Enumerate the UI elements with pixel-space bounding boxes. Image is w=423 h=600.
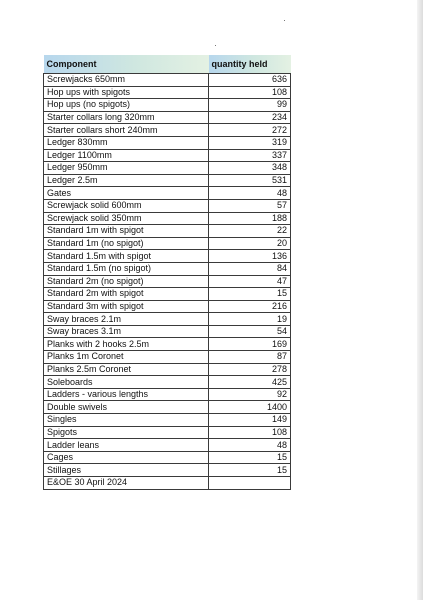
quantity-cell: 149 [209, 414, 291, 427]
component-cell: Sway braces 2.1m [44, 313, 209, 326]
table-header [44, 55, 291, 74]
component-cell: Ledger 2.5m [44, 174, 209, 187]
component-cell: Starter collars short 240mm [44, 124, 209, 137]
component-cell: Soleboards [44, 376, 209, 389]
component-cell: Sway braces 3.1m [44, 325, 209, 338]
quantity-cell: 22 [209, 225, 291, 238]
quantity-cell: 15 [209, 288, 291, 301]
quantity-cell: 108 [209, 426, 291, 439]
component-cell: Screwjacks 650mm [44, 74, 209, 87]
footer-row [44, 477, 291, 490]
table-row [44, 300, 291, 313]
component-cell: Starter collars long 320mm [44, 111, 209, 124]
table-row [44, 174, 291, 187]
table-row [44, 363, 291, 376]
component-cell: Standard 2m (no spigot) [44, 275, 209, 288]
quantity-cell: 20 [209, 237, 291, 250]
component-cell: Standard 3m with spigot [44, 300, 209, 313]
table-row [44, 451, 291, 464]
table-row [44, 426, 291, 439]
component-cell: Hop ups (no spigots) [44, 99, 209, 112]
quantity-cell: 278 [209, 363, 291, 376]
quantity-cell: 636 [209, 74, 291, 87]
table-row [44, 74, 291, 87]
table-row [44, 199, 291, 212]
quantity-cell: 337 [209, 149, 291, 162]
quantity-cell: 99 [209, 99, 291, 112]
quantity-cell: 188 [209, 212, 291, 225]
component-cell: Singles [44, 414, 209, 427]
header-quantity: quantity held [209, 55, 291, 74]
component-cell: Standard 1.5m with spigot [44, 250, 209, 263]
footer-note: E&OE 30 April 2024 [44, 477, 209, 490]
component-cell: Planks 1m Coronet [44, 351, 209, 364]
quantity-cell: 15 [209, 451, 291, 464]
page-edge-shadow [417, 0, 423, 600]
quantity-cell: 57 [209, 199, 291, 212]
header-row [44, 55, 291, 74]
quantity-cell: 425 [209, 376, 291, 389]
quantity-cell: 48 [209, 439, 291, 452]
table-row [44, 86, 291, 99]
scan-speck [284, 20, 285, 21]
component-cell: Cages [44, 451, 209, 464]
table-row [44, 439, 291, 452]
table-row [44, 376, 291, 389]
component-cell: Planks with 2 hooks 2.5m [44, 338, 209, 351]
component-cell: Ledger 950mm [44, 162, 209, 175]
table-row [44, 401, 291, 414]
component-cell: Standard 1m with spigot [44, 225, 209, 238]
component-cell: Screwjack solid 350mm [44, 212, 209, 225]
table-row [44, 388, 291, 401]
quantity-cell: 1400 [209, 401, 291, 414]
component-cell: Ledger 830mm [44, 136, 209, 149]
table-row [44, 262, 291, 275]
quantity-cell: 15 [209, 464, 291, 477]
table-row [44, 338, 291, 351]
quantity-cell: 169 [209, 338, 291, 351]
quantity-cell: 84 [209, 262, 291, 275]
quantity-cell: 92 [209, 388, 291, 401]
header-component: Component [44, 55, 209, 74]
table-row [44, 325, 291, 338]
footer-quantity [209, 477, 291, 490]
quantity-cell: 136 [209, 250, 291, 263]
quantity-cell: 19 [209, 313, 291, 326]
quantity-cell: 234 [209, 111, 291, 124]
quantity-cell: 531 [209, 174, 291, 187]
quantity-cell: 348 [209, 162, 291, 175]
table-row [44, 351, 291, 364]
quantity-cell: 272 [209, 124, 291, 137]
component-cell: Standard 2m with spigot [44, 288, 209, 301]
table-row [44, 313, 291, 326]
component-cell: Hop ups with spigots [44, 86, 209, 99]
component-cell: Stillages [44, 464, 209, 477]
quantity-cell: 47 [209, 275, 291, 288]
component-cell: Ladders - various lengths [44, 388, 209, 401]
table-row [44, 136, 291, 149]
component-cell: Gates [44, 187, 209, 200]
component-cell: Standard 1.5m (no spigot) [44, 262, 209, 275]
component-cell: Double swivels [44, 401, 209, 414]
component-cell: Planks 2.5m Coronet [44, 363, 209, 376]
quantity-cell: 54 [209, 325, 291, 338]
component-cell: Ledger 1100mm [44, 149, 209, 162]
table-row [44, 187, 291, 200]
component-cell: Screwjack solid 600mm [44, 199, 209, 212]
table-row [44, 414, 291, 427]
table-row [44, 99, 291, 112]
table-row [44, 162, 291, 175]
quantity-cell: 87 [209, 351, 291, 364]
quantity-cell: 108 [209, 86, 291, 99]
quantity-cell: 319 [209, 136, 291, 149]
table-row [44, 275, 291, 288]
stock-table [43, 55, 291, 490]
component-cell: Ladder leans [44, 439, 209, 452]
table-row [44, 288, 291, 301]
scan-speck [215, 45, 216, 46]
table-row [44, 464, 291, 477]
table-row [44, 225, 291, 238]
table-row [44, 149, 291, 162]
table-row [44, 250, 291, 263]
quantity-cell: 216 [209, 300, 291, 313]
table-row [44, 212, 291, 225]
table-footer [44, 477, 291, 490]
quantity-cell: 48 [209, 187, 291, 200]
component-cell: Spigots [44, 426, 209, 439]
component-cell: Standard 1m (no spigot) [44, 237, 209, 250]
table-row [44, 237, 291, 250]
table-body [44, 74, 291, 477]
table-row [44, 111, 291, 124]
table-row [44, 124, 291, 137]
